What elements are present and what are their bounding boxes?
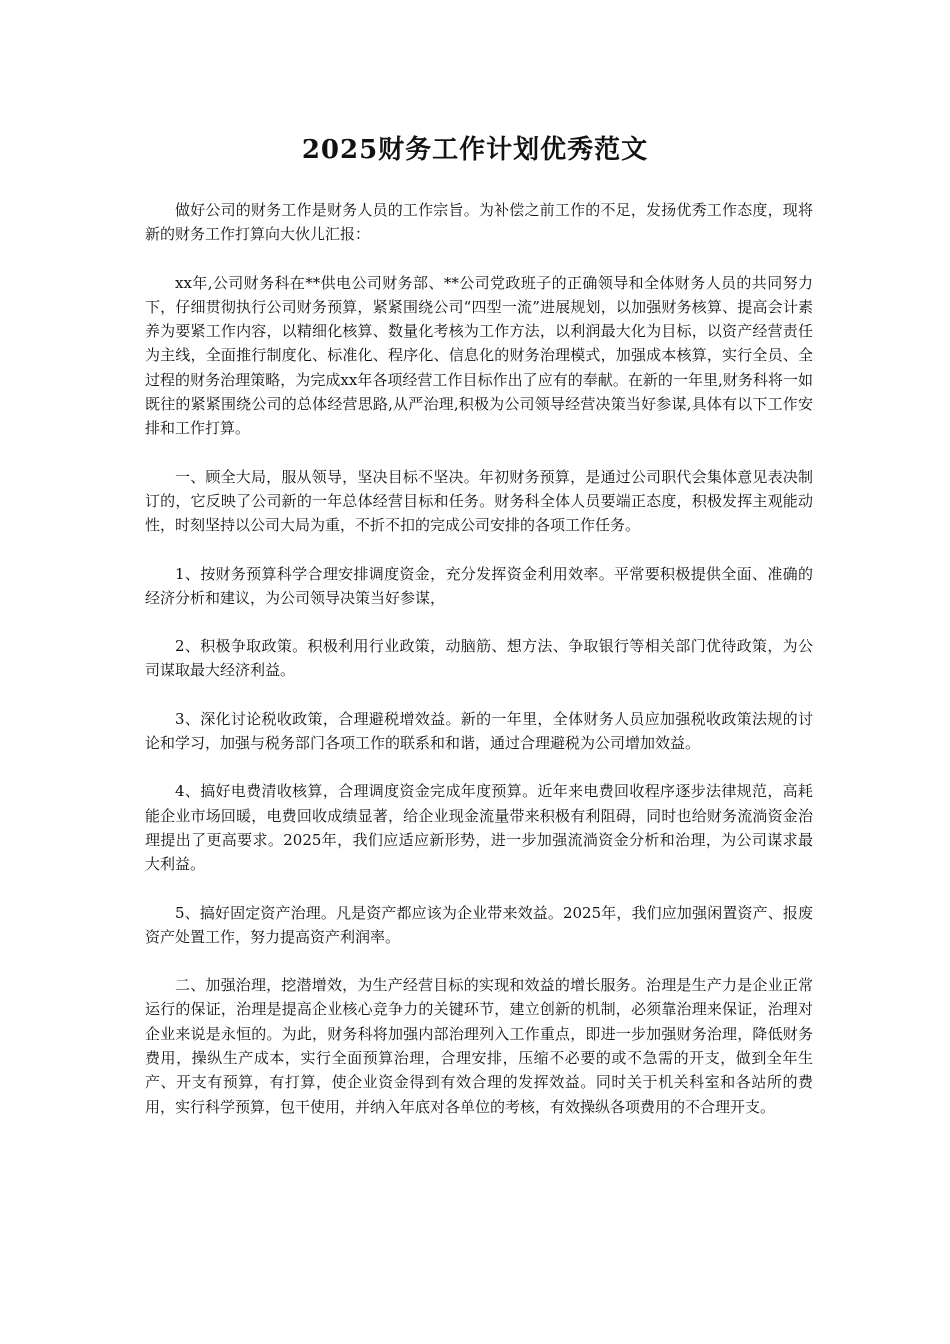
paragraph-item-5: 5、搞好固定资产治理。凡是资产都应该为企业带来效益。2025年，我们应加强闲置资产、报废资产处置工作，努力提高资产利润率。 [145, 903, 813, 946]
document-body [145, 198, 813, 1143]
paragraph-summary: xx年,公司财务科在**供电公司财务部、**公司党政班子的正确领导和全体财务人员的共同努力下，仔细贯彻执行公司财务预算，紧紧围绕公司“四型一流”进展规划，以加强财务核算、提高会计素养为要紧工作内容，以精细化核算、数量化考核为工作方法，以利润最大化为目标，以资产经营责任为主线，全面推行制度化、标准化、程序化、信息化的财务治理模式，加强成本核算，实行全员、全过程的财务治理策略，为完成xx年各项经营工作目标作出了应有的奉献。在新的一年里,财务科将一如既往的紧紧围绕公司的总体经营思路,从严治理,积极为公司领导经营决策当好参谋,具体有以下工作安排和工作打算。 [145, 273, 813, 438]
paragraph-section-one: 一、顾全大局，服从领导，坚决目标不坚决。年初财务预算，是通过公司职代会集体意见表决制订的，它反映了公司新的一年总体经营目标和任务。财务科全体人员要端正态度，积极发挥主观能动性，时刻坚持以公司大局为重，不折不扣的完成公司安排的各项工作任务。 [145, 467, 813, 535]
paragraph-section-two: 二、加强治理，挖潜增效，为生产经营目标的实现和效益的增长服务。治理是生产力是企业正常运行的保证，治理是提高企业核心竞争力的关键环节，建立创新的机制，必须靠治理来保证，治理对企业来说是永恒的。为此，财务科将加强内部治理列入工作重点，即进一步加强财务治理，降低财务费用，操纵生产成本，实行全面预算治理，合理安排，压缩不必要的或不急需的开支，做到全年生产、开支有预算，有打算，使企业资金得到有效合理的发挥效益。同时关于机关科室和各站所的费用，实行科学预算，包干使用，并纳入年底对各单位的考核，有效操纵各项费用的不合理开支。 [145, 976, 813, 1116]
paragraph-intro: 做好公司的财务工作是财务人员的工作宗旨。为补偿之前工作的不足，发扬优秀工作态度，现将新的财务工作打算向大伙儿汇报： [145, 201, 813, 244]
paragraph-item-1: 1、按财务预算科学合理安排调度资金，充分发挥资金利用效率。平常要积极提供全面、准确的经济分析和建议，为公司领导决策当好参谋， [145, 564, 813, 607]
paragraph-item-3: 3、深化讨论税收政策，合理避税增效益。新的一年里，全体财务人员应加强税收政策法规的讨论和学习，加强与税务部门各项工作的联系和和谐，通过合理避税为公司增加效益。 [145, 709, 813, 753]
paragraph-item-4: 4、搞好电费清收核算，合理调度资金完成年度预算。近年来电费回收程序逐步法律规范，高耗能企业市场回暖，电费回收成绩显著，给企业现金流量带来积极有利阻碍，同时也给财务流淌资金治理提出了更高要求。2025年，我们应适应新形势，进一步加强流淌资金分析和治理，为公司谋求最大利益。 [145, 782, 813, 874]
document-title: 2025财务工作计划优秀范文 [301, 135, 649, 165]
paragraph-item-2: 2、积极争取政策。积极利用行业政策，动脑筋、想方法、争取银行等相关部门优待政策，为公司谋取最大经济利益。 [145, 637, 813, 680]
